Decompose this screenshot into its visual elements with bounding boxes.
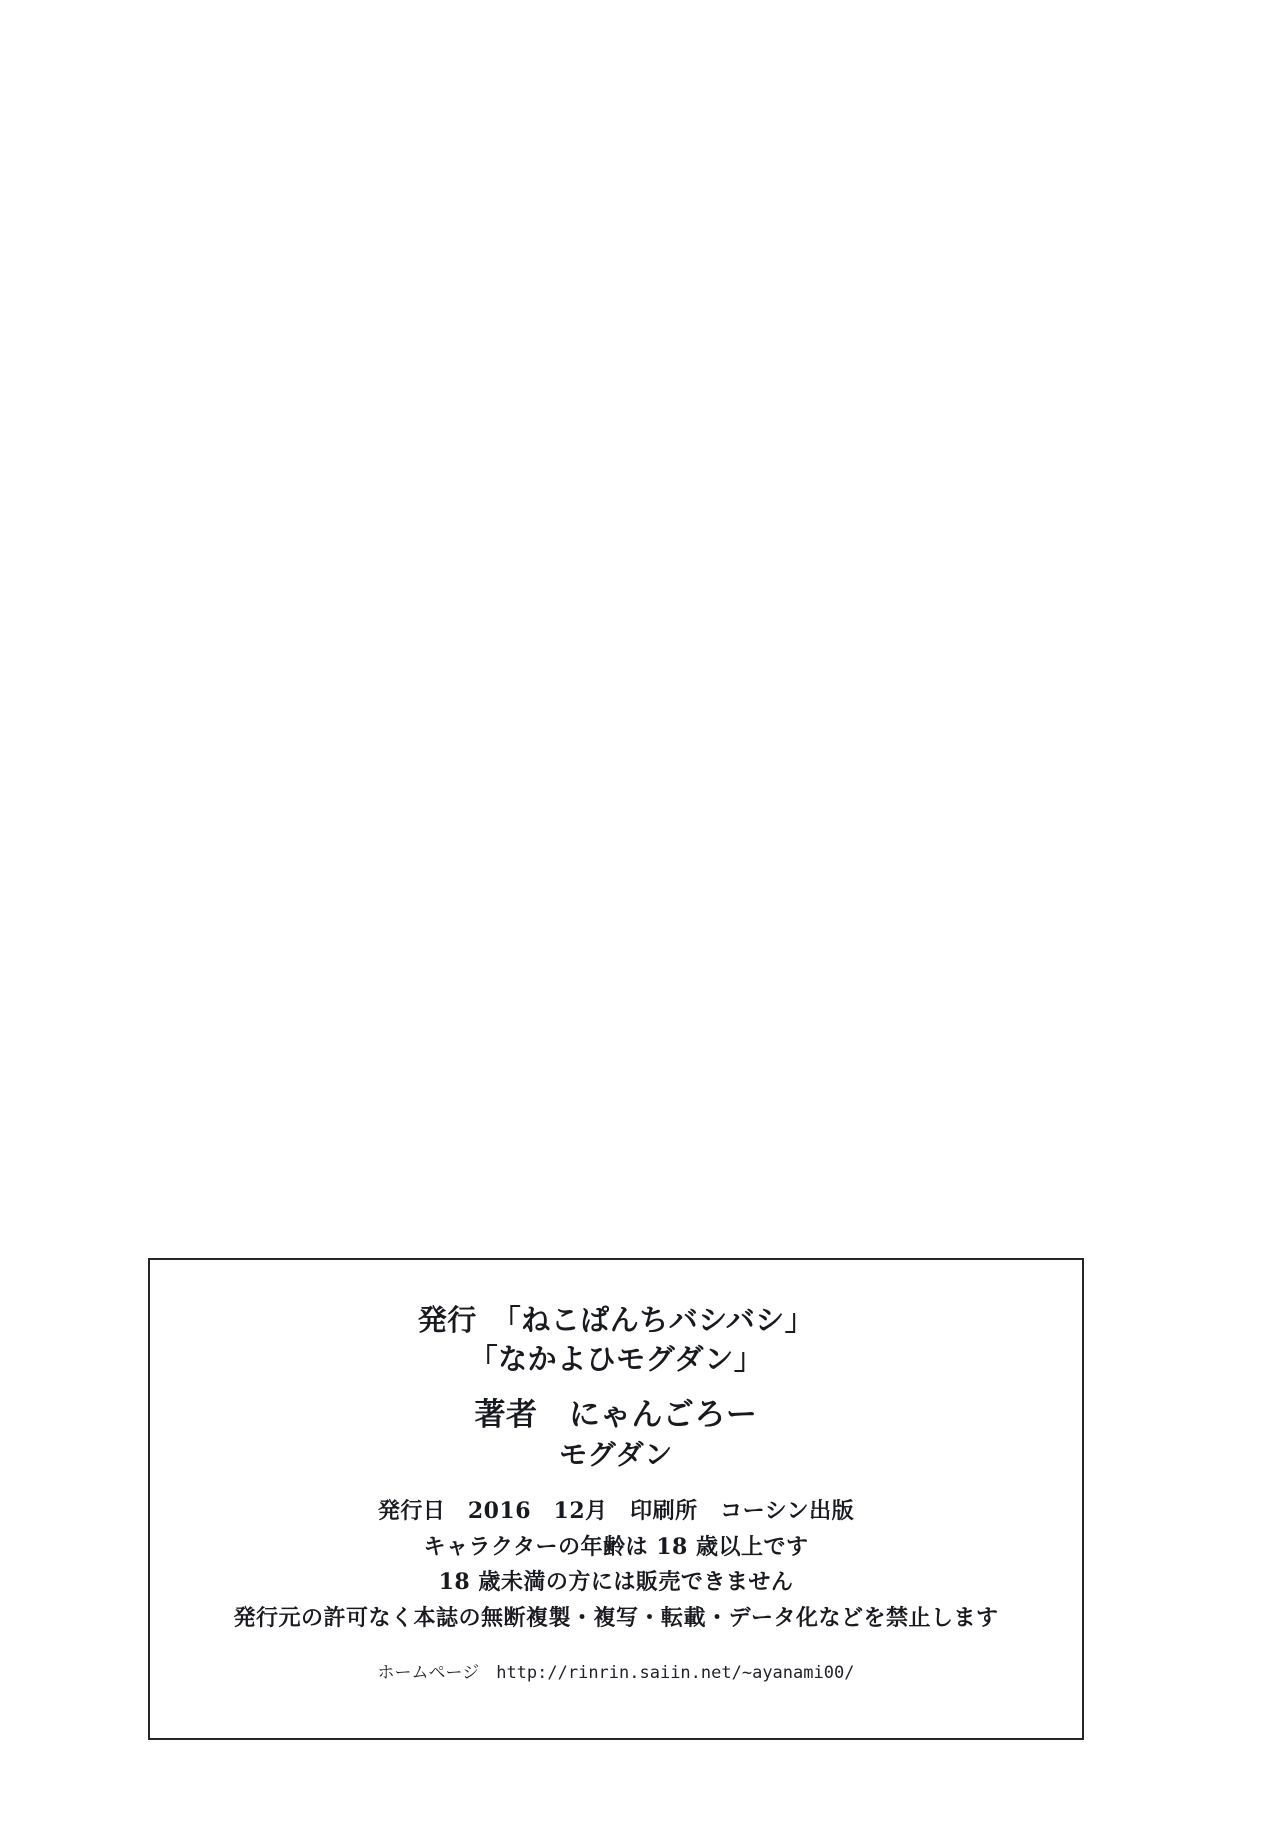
colophon-author-line-1: 著者 にゃんごろー xyxy=(474,1397,758,1434)
colophon-publisher-line-2: 「なかよひモグダン」 xyxy=(468,1342,764,1377)
colophon-rights-notice: 発行元の許可なく本誌の無断複製・複写・転載・データ化などを禁止します xyxy=(233,1604,999,1631)
colophon-age-notice-2: 18 歳未満の方には販売できません xyxy=(438,1569,794,1596)
colophon-author-line-2: モグダン xyxy=(559,1437,673,1471)
colophon-publication-line: 発行日 2016 12月 印刷所 コーシン出版 xyxy=(377,1497,855,1524)
colophon-age-notice-1: キャラクターの年齢は 18 歳以上です xyxy=(423,1533,809,1560)
colophon-publisher-line-1: 発行 「ねこぱんちバシバシ」 xyxy=(417,1303,815,1337)
colophon-box xyxy=(148,1258,1084,1740)
colophon-homepage-line: ホームページ http://rinrin.saiin.net/~ayanami00/ xyxy=(377,1663,855,1684)
